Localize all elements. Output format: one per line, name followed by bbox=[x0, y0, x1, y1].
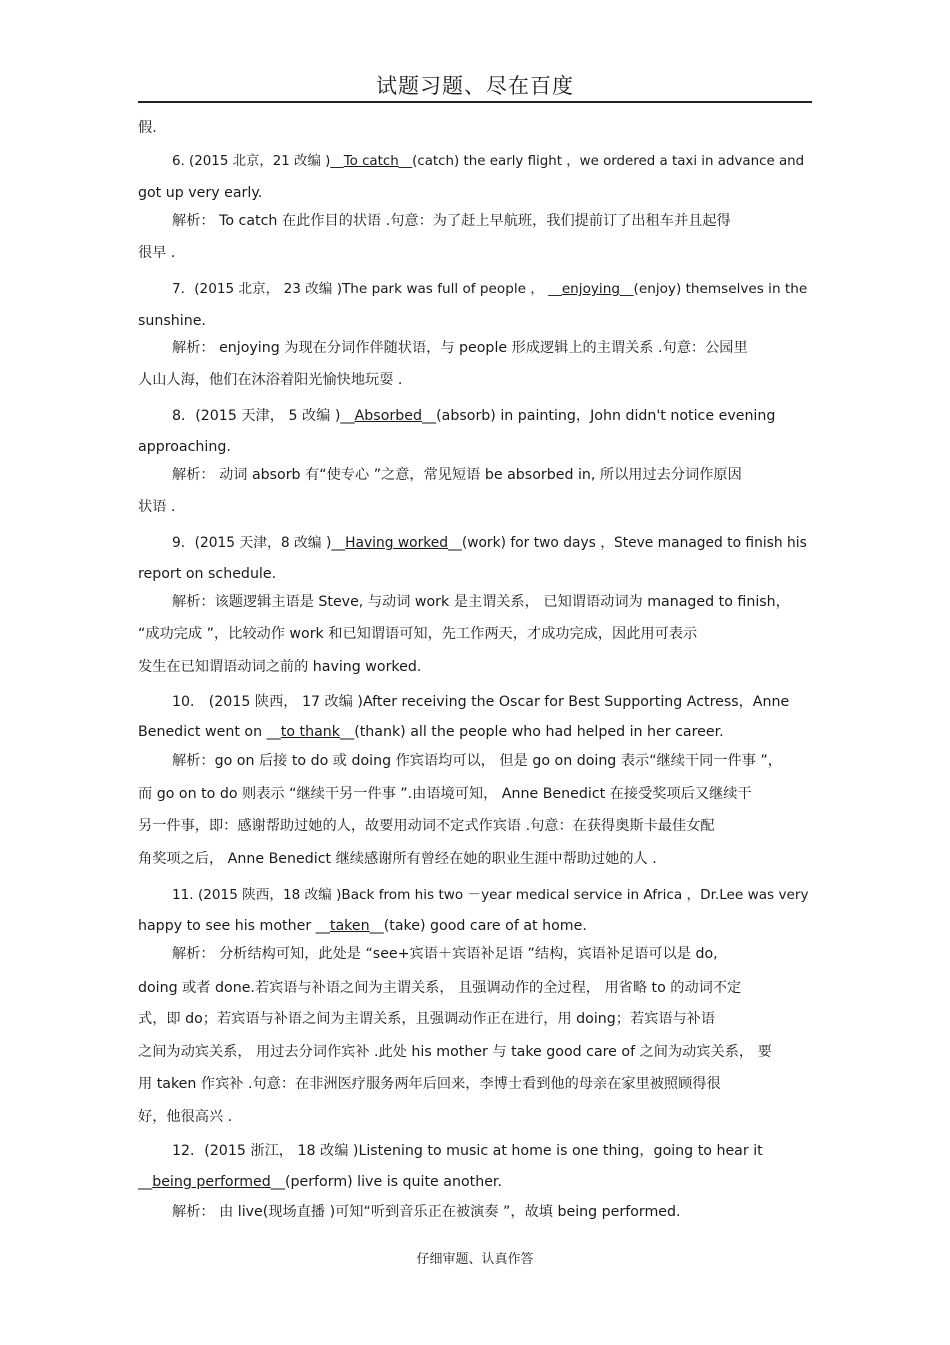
explanation-6-cont: 很早 . bbox=[138, 245, 176, 261]
question-10-cont: Benedict went on __to thank__(thank) all the people who had helped in her career. bbox=[138, 724, 724, 740]
question-9-cont: report on schedule. bbox=[138, 566, 277, 582]
explanation-9: 解析：该题逻辑主语是 Steve, 与动词 work 是主谓关系， 已知谓语动词为 managed to finish， bbox=[172, 594, 790, 610]
explanation-11-cont: doing 或者 done.若宾语与补语之间为主谓关系， 且强调动作的全过程， 用省略 to 的动词不定 bbox=[138, 980, 742, 996]
question-10: 10． (2015 陕西， 17 改编 )After receiving the Oscar for Best Supporting Actress，Anne bbox=[172, 694, 790, 710]
question-11: 11. (2015 陕西，18 改编 )Back from his two －year medical service in Africa ，Dr.Lee was very bbox=[172, 887, 809, 903]
answer-blank: Absorbed bbox=[354, 408, 422, 424]
explanation-9-cont: “成功完成 ”，比较动作 work 和已知谓语可知，先工作两天，才成功完成，因此用可表示 bbox=[138, 626, 698, 642]
question-12: 12．(2015 浙江， 18 改编 )Listening to music at home is one thing，going to hear it bbox=[172, 1143, 763, 1159]
explanation-10-cont: 另一件事，即：感谢帮助过她的人，故要用动词不定式作宾语 .句意：在获得奥斯卡最佳女配 bbox=[138, 818, 715, 834]
explanation-11-cont: 用 taken 作宾补 .句意：在非洲医疗服务两年后回来，李博士看到他的母亲在家里被照顾得很 bbox=[138, 1076, 721, 1092]
explanation-10-cont: 角奖项之后， Anne Benedict 继续感谢所有曾经在她的职业生涯中帮助过她的人 . bbox=[138, 851, 657, 867]
question-9: 9．(2015 天津，8 改编 )__Having worked__(work) for two days ，Steve managed to finish his bbox=[172, 535, 807, 551]
explanation-11-cont: 好，他很高兴 . bbox=[138, 1109, 233, 1125]
explanation-11: 解析： 分析结构可知，此处是 “see+宾语＋宾语补足语 ”结构，宾语补足语可以是 do, bbox=[172, 946, 718, 962]
question-7: 7．(2015 北京， 23 改编 )The park was full of people ， __enjoying__(enjoy) themselves in the bbox=[172, 281, 808, 297]
answer-blank: Having worked bbox=[345, 535, 449, 551]
explanation-7-cont: 人山人海，他们在沐浴着阳光愉快地玩耍 . bbox=[138, 372, 403, 388]
explanation-10: 解析：go on 后接 to do 或 doing 作宾语均可以， 但是 go on doing 表示“继续干同一件事 ”， bbox=[172, 753, 782, 769]
header-divider bbox=[138, 101, 812, 103]
explanation-10-cont: 而 go on to do 则表示 “继续干另一件事 ”.由语境可知， Anne Benedict 在接受奖项后又继续干 bbox=[138, 786, 752, 802]
question-6: 6. (2015 北京，21 改编 )__To catch__(catch) the early flight ，we ordered a taxi in advance and bbox=[172, 154, 805, 169]
answer-blank: taken bbox=[329, 918, 370, 934]
explanation-11-cont: 式，即 do；若宾语与补语之间为主谓关系，且强调动作正在进行，用 doing；若宾语与补语 bbox=[138, 1011, 716, 1027]
explanation-7: 解析： enjoying 为现在分词作伴随状语，与 people 形成逻辑上的主谓关系 .句意：公园里 bbox=[172, 340, 748, 356]
explanation-6: 解析： To catch 在此作目的状语 .句意：为了赶上早航班，我们提前订了出租车并且起得 bbox=[172, 213, 731, 229]
explanation-8-cont: 状语 . bbox=[138, 499, 176, 515]
question-8: 8．(2015 天津， 5 改编 )__Absorbed__(absorb) in painting，John didn't notice evening bbox=[172, 408, 776, 424]
answer-blank: being performed bbox=[152, 1174, 271, 1190]
question-8-cont: approaching. bbox=[138, 439, 231, 455]
page-footer: 仔细审题、认真作答 bbox=[416, 1252, 534, 1267]
explanation-11-cont: 之间为动宾关系， 用过去分词作宾补 .此处 his mother 与 take good care of 之间为动宾关系， 要 bbox=[138, 1044, 772, 1060]
question-6-cont: got up very early. bbox=[138, 185, 263, 201]
text-line: 假. bbox=[138, 120, 157, 136]
answer-blank: enjoying bbox=[561, 281, 620, 297]
explanation-12: 解析： 由 live(现场直播 )可知“听到音乐正在被演奏 ”，故填 being performed. bbox=[172, 1204, 681, 1220]
question-11-cont: happy to see his mother __taken__(take) good care of at home. bbox=[138, 918, 587, 934]
page-header-title: 试题习题、尽在百度 bbox=[376, 74, 574, 98]
question-7-cont: sunshine. bbox=[138, 313, 206, 329]
answer-blank: To catch bbox=[343, 154, 399, 169]
explanation-9-cont: 发生在已知谓语动词之前的 having worked. bbox=[138, 659, 422, 675]
answer-blank: to thank bbox=[280, 724, 340, 740]
question-12-cont: __being performed__(perform) live is quite another. bbox=[138, 1174, 502, 1190]
explanation-8: 解析： 动词 absorb 有“使专心 ”之意，常见短语 be absorbed in, 所以用过去分词作原因 bbox=[172, 467, 742, 483]
